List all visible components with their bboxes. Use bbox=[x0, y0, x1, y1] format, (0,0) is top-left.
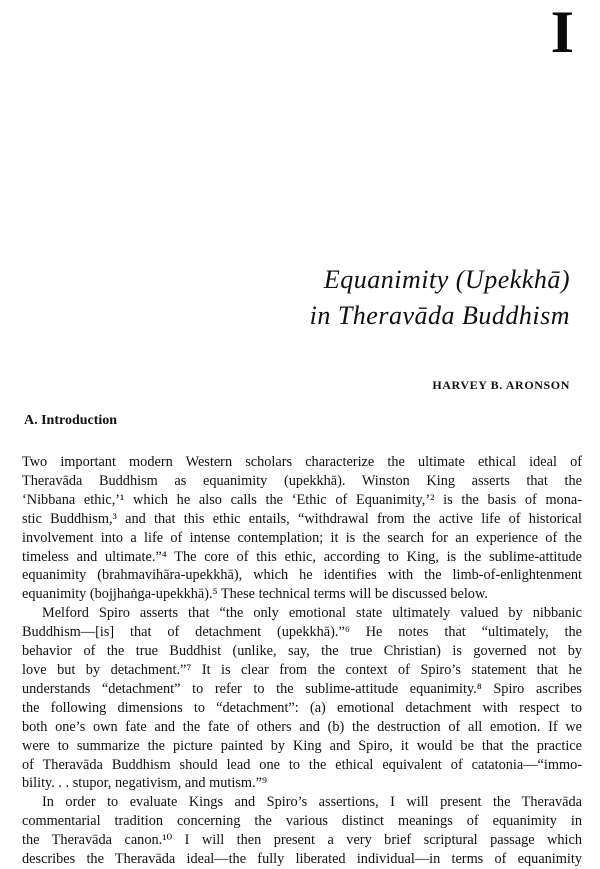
text-line: equanimity (bojjhaṅga-upekkhā).⁵ These technical terms will be discussed below. bbox=[22, 586, 488, 603]
text-line: Two important modern Western scholars characterize the ultimate ethical ideal of bbox=[22, 454, 582, 470]
text-line: commentarial tradition concerning the various distinct meanings of equanimity in bbox=[22, 813, 582, 830]
text-line: Buddhism—[is] that of detachment (upekkhā).”⁶ He notes that “ultimately, the bbox=[22, 624, 582, 641]
text-line: love but by detachment.”⁷ It is clear from the context of Spiro’s statement that he bbox=[22, 661, 582, 678]
body-text bbox=[22, 453, 582, 869]
text-line: involvement into a life of intense contemplation; it is the search for an experience of the bbox=[22, 529, 582, 546]
text-line: both one’s own fate and the fate of others and (b) the destruction of all emotion. If we bbox=[22, 718, 582, 735]
text-line: describes the Theravāda ideal—the fully liberated individual—in terms of equanimity bbox=[22, 851, 582, 868]
text-line: timeless and ultimate.”⁴ The core of this ethic, according to King, is the sublime-attitude bbox=[22, 548, 582, 565]
text-line: behavior of the true Buddhist (unlike, say, the true Christian) is governed not by bbox=[22, 643, 582, 660]
text-line: bility. . . stupor, negativism, and mutism.”⁹ bbox=[22, 775, 267, 792]
text-line: the Theravāda canon.¹⁰ I will then present a very brief scriptural passage which bbox=[22, 832, 582, 849]
text-line: stic Buddhism,³ and that this ethic entails, “withdrawal from the active life of historical bbox=[22, 510, 582, 527]
paragraph-3 bbox=[22, 793, 582, 869]
text-line: Theravāda Buddhism as equanimity (upekkhā). Winston King asserts that the bbox=[22, 472, 582, 489]
text-line: ‘Nibbana ethic,’¹ which he also calls the ‘Ethic of Equanimity,’² is the basis of mona- bbox=[22, 491, 582, 508]
text-line: equanimity (brahmavihāra-upekkhā), which he identifies with the limb-of-enlightenment bbox=[22, 567, 582, 584]
chapter-title bbox=[310, 262, 570, 334]
section-heading: A. Introduction bbox=[24, 413, 118, 428]
paragraph-2 bbox=[22, 604, 582, 793]
chapter-number: I bbox=[550, 0, 574, 65]
chapter-title-line-2: in Theravāda Buddhism bbox=[309, 301, 570, 330]
text-line: the following dimensions to “detachment”: (a) emotional detachment with respect to bbox=[22, 699, 582, 716]
text-line: Melford Spiro asserts that “the only emotional state ultimately valued by nibbanic bbox=[42, 605, 582, 622]
text-line: of Theravāda Buddhism should lead one to the ethical equivalent of catatonia—“immo- bbox=[22, 756, 582, 773]
chapter-title-line-1: Equanimity (Upekkhā) bbox=[323, 265, 570, 294]
text-line: In order to evaluate Kings and Spiro’s assertions, I will present the Theravāda bbox=[42, 794, 582, 811]
text-line: understands “detachment” to refer to the sublime-attitude equanimity.⁸ Spiro ascribes bbox=[22, 680, 582, 697]
author-name: HARVEY B. ARONSON bbox=[432, 378, 570, 392]
paragraph-1 bbox=[22, 453, 582, 604]
text-line: were to summarize the picture painted by King and Spiro, it would be that the practice bbox=[22, 737, 582, 754]
